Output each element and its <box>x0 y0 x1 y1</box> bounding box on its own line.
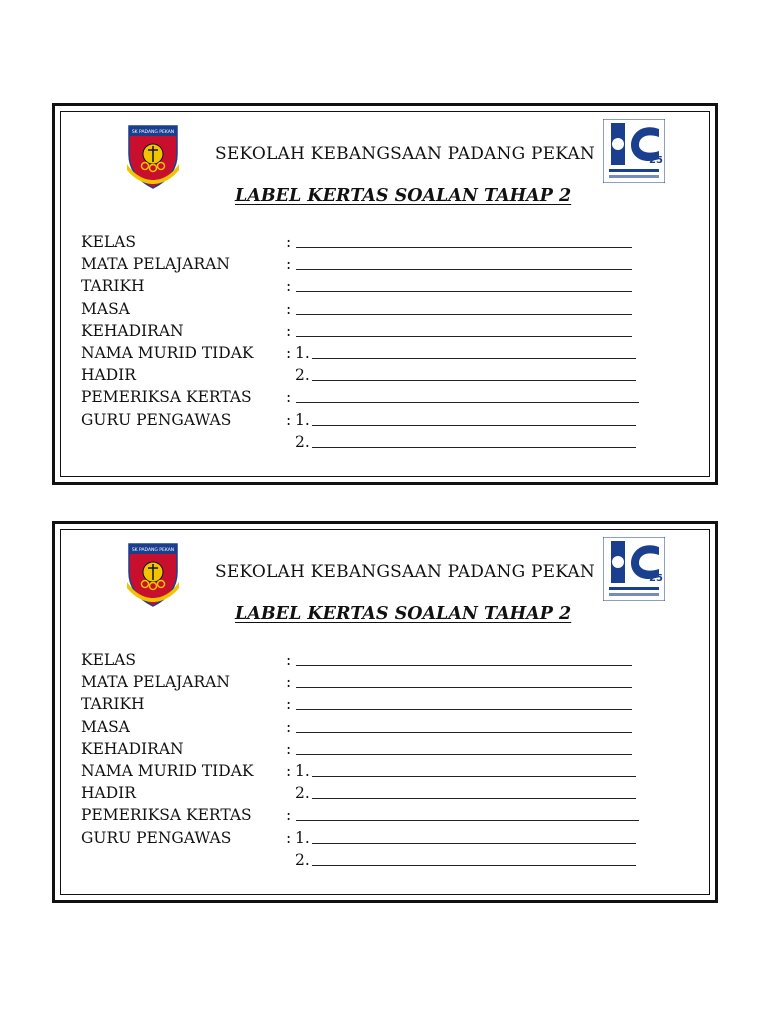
fill-in-line[interactable] <box>312 358 636 359</box>
field-label: PEMERIKSA KERTAS <box>81 388 252 407</box>
field-separator: : <box>286 388 292 407</box>
field-separator: : <box>286 739 292 758</box>
fill-in-line[interactable] <box>312 380 636 381</box>
row-guru-pengawas-2 <box>81 849 681 871</box>
row-masa <box>81 716 681 738</box>
school-crest-icon <box>123 538 183 608</box>
label-title: LABEL KERTAS SOALAN TAHAP 2 <box>235 604 572 624</box>
field-separator: : <box>286 277 292 296</box>
row-masa <box>81 298 681 320</box>
row-mata-pelajaran <box>81 671 681 693</box>
item-number: 1. <box>295 410 310 429</box>
field-label: NAMA MURID TIDAK <box>81 761 254 780</box>
field-separator: : <box>286 695 292 714</box>
field-label: MASA <box>81 299 130 318</box>
row-guru-pengawas <box>81 409 681 431</box>
row-hadir <box>81 782 681 804</box>
fill-in-line[interactable] <box>296 402 639 403</box>
field-label: KELAS <box>81 233 136 251</box>
item-number: 2. <box>295 850 310 869</box>
row-pemeriksa <box>81 804 681 826</box>
fill-in-line[interactable] <box>312 865 636 866</box>
field-label: KEHADIRAN <box>81 321 184 340</box>
form-rows <box>81 231 681 453</box>
row-tarikh <box>81 275 681 297</box>
crest-text: SK PADANG PEKAN <box>131 130 175 135</box>
fill-in-line[interactable] <box>312 776 636 777</box>
fill-in-line[interactable] <box>312 447 636 448</box>
field-separator: : <box>286 321 292 340</box>
fill-in-line[interactable] <box>312 843 636 844</box>
school-name: SEKOLAH KEBANGSAAN PADANG PEKAN <box>215 562 595 582</box>
fill-in-line[interactable] <box>296 687 632 688</box>
item-number: 1. <box>295 761 310 780</box>
fill-in-line[interactable] <box>312 798 636 799</box>
fill-in-line[interactable] <box>296 314 632 315</box>
exam-label-card <box>52 521 718 903</box>
field-separator: : <box>286 717 292 736</box>
field-separator: : <box>286 651 292 669</box>
row-kelas <box>81 649 681 671</box>
row-tarikh <box>81 693 681 715</box>
crest-text: SK PADANG PEKAN <box>131 548 175 553</box>
school-crest-icon <box>123 120 183 190</box>
field-label: TARIKH <box>81 277 145 296</box>
field-separator: : <box>286 673 292 692</box>
row-nama-murid <box>81 342 681 364</box>
fill-in-line[interactable] <box>296 820 639 821</box>
field-separator: : <box>286 828 292 847</box>
item-number: 1. <box>295 828 310 847</box>
row-guru-pengawas-2 <box>81 431 681 453</box>
fill-in-line[interactable] <box>296 732 632 733</box>
field-separator: : <box>286 410 292 429</box>
row-nama-murid <box>81 760 681 782</box>
field-separator: : <box>286 255 292 274</box>
logo-number: 25 <box>649 155 663 166</box>
exam-label-card <box>52 103 718 485</box>
label-title: LABEL KERTAS SOALAN TAHAP 2 <box>235 186 572 206</box>
field-separator: : <box>286 299 292 318</box>
field-label: NAMA MURID TIDAK <box>81 343 254 362</box>
fill-in-line[interactable] <box>296 291 632 292</box>
row-kehadiran <box>81 738 681 760</box>
row-kelas <box>81 231 681 253</box>
fill-in-line[interactable] <box>296 247 632 248</box>
field-label: KELAS <box>81 651 136 669</box>
item-number: 1. <box>295 343 310 362</box>
field-separator: : <box>286 761 292 780</box>
item-number: 2. <box>295 432 310 451</box>
field-label: HADIR <box>81 784 136 803</box>
field-label: MATA PELAJARAN <box>81 673 230 692</box>
fill-in-line[interactable] <box>296 709 632 710</box>
fill-in-line[interactable] <box>296 336 632 337</box>
field-label: MASA <box>81 717 130 736</box>
ic-25-logo-icon <box>603 119 665 183</box>
row-mata-pelajaran <box>81 253 681 275</box>
field-label: KEHADIRAN <box>81 739 184 758</box>
field-label: PEMERIKSA KERTAS <box>81 806 252 825</box>
item-number: 2. <box>295 366 310 385</box>
field-label: TARIKH <box>81 695 145 714</box>
form-rows <box>81 649 681 871</box>
field-separator: : <box>286 806 292 825</box>
fill-in-line[interactable] <box>312 425 636 426</box>
row-pemeriksa <box>81 386 681 408</box>
fill-in-line[interactable] <box>296 269 632 270</box>
row-kehadiran <box>81 320 681 342</box>
item-number: 2. <box>295 784 310 803</box>
field-separator: : <box>286 343 292 362</box>
fill-in-line[interactable] <box>296 754 632 755</box>
fill-in-line[interactable] <box>296 665 632 666</box>
field-label: HADIR <box>81 366 136 385</box>
row-hadir <box>81 364 681 386</box>
field-label: GURU PENGAWAS <box>81 410 232 429</box>
ic-25-logo-icon <box>603 537 665 601</box>
field-separator: : <box>286 233 292 251</box>
logo-number: 25 <box>649 573 663 584</box>
field-label: GURU PENGAWAS <box>81 828 232 847</box>
row-guru-pengawas <box>81 827 681 849</box>
field-label: MATA PELAJARAN <box>81 255 230 274</box>
school-name: SEKOLAH KEBANGSAAN PADANG PEKAN <box>215 144 595 164</box>
